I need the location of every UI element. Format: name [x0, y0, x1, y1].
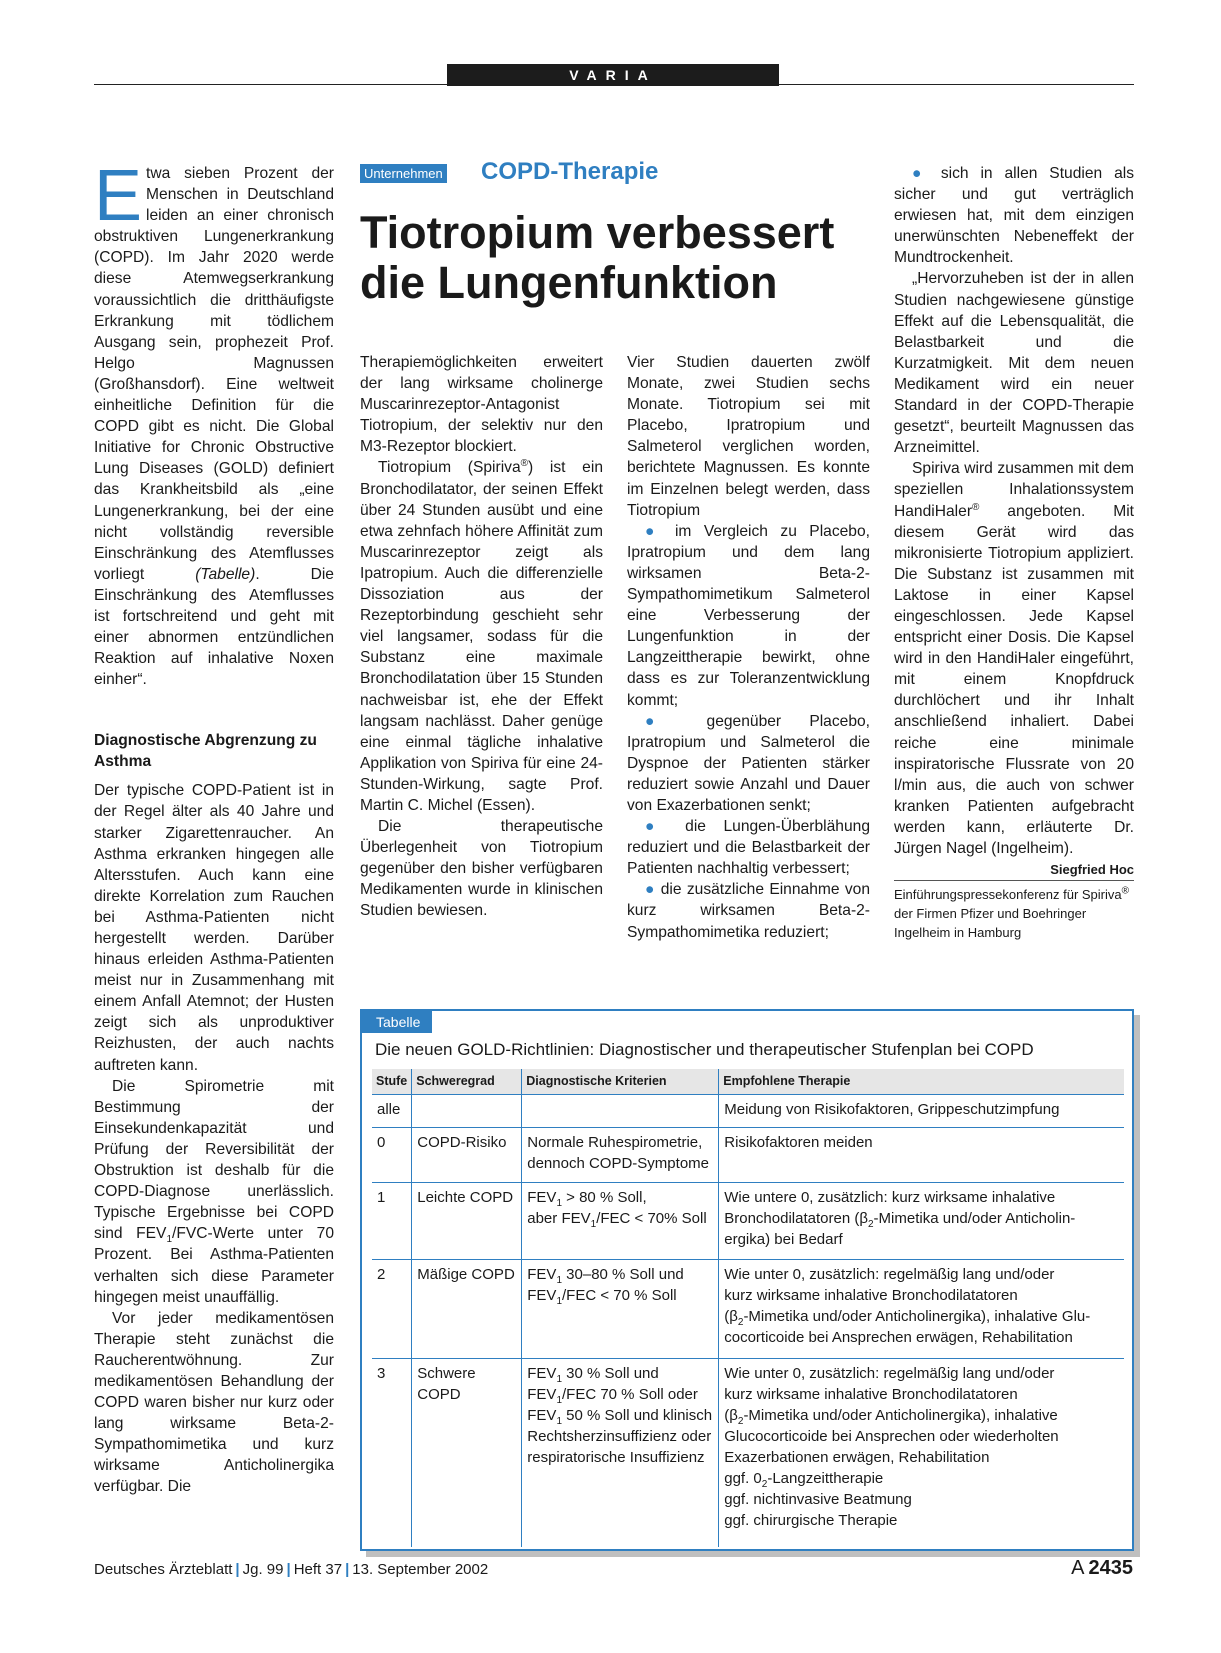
cell-therapy: Wie unter 0, zusätzlich: regelmäßig lang und/oder kurz wirksame inhalative Bronchodilatatoren ($\beta_2$-Mimetika und/oder Anticholinergika), inhalative Glu- cocorticoide bei Ansprechen erwägen, Rehabilitation — [719, 1260, 1124, 1359]
cell-stage: 1 — [372, 1183, 412, 1260]
article-column-3 — [627, 352, 870, 943]
bullet-icon: ● — [645, 818, 668, 836]
drop-cap: E — [94, 156, 143, 236]
column-header: Stufe — [372, 1069, 412, 1095]
section-header: VARIA — [447, 64, 779, 86]
cell-therapy: Risikofaktoren meiden — [719, 1128, 1124, 1183]
cell-stage: alle — [372, 1095, 412, 1128]
paragraph: Spiriva wird zusammen mit dem speziellen Inhalationssystem HandiHaler® angeboten. Mit diesem Gerät wird das mikronisierte Tiotropium appliziert. Die Substanz ist zusammen mit Laktose in einer Kapsel eingeschlossen. Jede Kapsel entspricht einer Dosis. Die Kapsel wird in den HandiHaler eingeführt, mit einem Knopfdruck durchlöchert und ihr Inhalt anschließend inhaliert. Dabei reiche eine minimale inspiratorische Flussrate von 20 l/min aus, die auch von schwer kranken Patienten aufgebracht werden kann, erläuterte Dr. Jürgen Nagel (Ingelheim). Siegfried Hoc — [894, 458, 1134, 859]
date: 13. September 2002 — [352, 1561, 489, 1578]
bullet-item: ● die Lungen-Überblähung reduziert und die Belastbarkeit der Patienten nachhaltig verbessert; — [627, 818, 870, 878]
bullet-icon: ● — [645, 522, 663, 540]
table-row — [372, 1260, 1124, 1359]
cell-stage: 0 — [372, 1128, 412, 1183]
bullet-icon: ● — [912, 165, 929, 182]
paragraph: Die Spirometrie mit Bestimmung der Einsekundenkapazität und Prüfung der Reversibilität der Obstruktion ist deshalb für die COPD-Diagnose unerlässlich. Typische Ergebnisse bei COPD sind $FEV_1/FVC$-Werte unter 70 Prozent. Bei Asthma-Patienten verhalten sich diese Parameter hingegen meist unauffällig. — [94, 1077, 334, 1306]
page-footer: Deutsches Ärzteblatt | Jg. 99 | Heft 37 | 13. September 2002 — [94, 1561, 489, 1578]
article-column-2 — [360, 352, 603, 922]
article-column-1 — [94, 156, 334, 1498]
cell-stage: 3 — [372, 1359, 412, 1548]
category-badge: Unternehmen — [360, 164, 447, 183]
column-header: Schweregrad — [412, 1069, 522, 1095]
table-row — [372, 1359, 1124, 1548]
gold-table — [360, 1009, 1134, 1551]
table-title: Die neuen GOLD-Richtlinien: Diagnostischer und therapeutischer Stufenplan bei COPD — [375, 1040, 1034, 1059]
table-header-row — [372, 1069, 1124, 1095]
staging-table — [372, 1069, 1124, 1547]
paragraph: Vor jeder medikamentösen Therapie steht zunächst die Raucherentwöhnung. Zur medikamentösen Behandlung der COPD waren bisher nur kurz oder lang wirksame Beta-2-Sympathomimetika und kurz wirksame Anticholinergika verfügbar. Die — [94, 1309, 334, 1496]
paragraph: Der typische COPD-Patient ist in der Regel älter als 40 Jahre und starker Zigarettenraucher. An Asthma erkranken hingegen alle Altersstufen. Auch kann eine direkte Korrelation zum Rauchen bei Asthma-Patienten nicht hergestellt werden. Darüber hinaus erleiden Asthma-Patienten meist nur in Zusammenhang mit einem Anfall Atemnot; der Husten zeigt sich als unproduktiver Reizhusten, der auch nachts auftreten kann. — [94, 782, 334, 1074]
cell-therapy: Meidung von Risikofaktoren, Grippeschutzimpfung — [719, 1095, 1124, 1128]
cell-criteria: $FEV_1 > 80$ % Soll, aber $FEV_1$/FEC < 70% Soll — [522, 1183, 719, 1260]
author-byline: Siegfried Hoc — [1050, 862, 1134, 878]
cell-stage: 2 — [372, 1260, 412, 1359]
issue: Heft 37 — [293, 1561, 343, 1578]
paragraph: Tiotropium (Spiriva®) ist ein Bronchodilatator, der seinen Effekt über 24 Stunden ausübt und eine etwa zehnfach höhere Affinität zum Muscarinrezeptor zeigt als Ipatropium. Auch die differenzielle Dissoziation aus der Rezeptorbindung geschieht sehr viel langsamer, sodass für die Substanz eine maximale Bronchodilatation über 15 Stunden nachweisbar ist, ehe der Effekt langsam nachlässt. Daher genüge eine einmal tägliche inhalative Applikation von Spiriva für eine 24-Stunden-Wirkung, sagte Prof. Martin C. Michel (Essen). — [360, 458, 603, 814]
topic-kicker: COPD-Therapie — [481, 158, 659, 185]
cell-criteria: Normale Ruhespirometrie, dennoch COPD-Symptome — [522, 1128, 719, 1183]
headline: Tiotropium verbessert die Lungenfunktion — [360, 207, 835, 308]
paragraph: „Hervorzuheben ist der in allen Studien nachgewiesene günstige Effekt auf die Lebensqualität, die Belastbarkeit und die Kurzatmigkeit. Mit dem neuen Medikament wird ein neuer Standard in der COPD-Therapie gesetzt“, beurteilt Magnussen das Arzneimittel. — [894, 270, 1134, 457]
bullet-icon: ● — [645, 712, 679, 730]
cell-grade: Leichte COPD — [412, 1183, 522, 1260]
journal-name: Deutsches Ärzteblatt — [94, 1561, 233, 1578]
volume: Jg. 99 — [242, 1561, 284, 1578]
bullet-item: ● die zusätzliche Einnahme von kurz wirksamen Beta-2-Sympathomimetika reduziert; — [627, 881, 870, 941]
table-row — [372, 1128, 1124, 1183]
table-label: Tabelle — [362, 1011, 432, 1033]
article-column-4 — [894, 163, 1134, 942]
paragraph: Die therapeutische Überlegenheit von Tiotropium gegenüber den bisher verfügbaren Medikamenten wurde in klinischen Studien bewiesen. — [360, 818, 603, 920]
subheading: Diagnostische Abgrenzung zu Asthma — [94, 732, 317, 771]
cell-criteria: $FEV_1$ 30 % Soll und $FEV_1$/FEC 70 % Soll oder $FEV_1$ 50 % Soll und klinisch Rechtsherzinsuffizienz oder respiratorische Insuffizienz — [522, 1359, 719, 1548]
intro-paragraph: Etwa sieben Prozent der Menschen in Deutschland leiden an einer chronisch obstruktiven Lungenerkrankung (COPD). Im Jahr 2020 werde diese Atemwegserkrankung voraussichtlich die dritthäufigste Erkrankung mit tödlichem Ausgang sein, prophezeit Prof. Helgo Magnussen (Großhansdorf). Eine weltweit einheitliche Definition für die COPD gibt es nicht. Die Global Initiative for Chronic Obstructive Lung Diseases (GOLD) definiert das Krankheitsbild als „eine Lungenerkrankung, bei der eine nicht vollständig reversible Einschränkung des Atemflusses vorliegt (Tabelle). Die Einschränkung des Atemflusses ist fortschreitend und geht mit einer abnormen entzündlichen Reaktion auf inhalative Noxen einher“. — [94, 156, 334, 689]
table-reference: (Tabelle) — [195, 565, 256, 583]
bullet-item: ● im Vergleich zu Placebo, Ipratropium und dem lang wirksamen Beta-2-Sympathomimetikum Salmeterol eine Verbesserung der Lungenfunktion in der Langzeittherapie bewirkt, ohne dass es zur Toleranzentwicklung kommt; — [627, 522, 870, 709]
column-header: Diagnostische Kriterien — [522, 1069, 719, 1095]
paragraph: Vier Studien dauerten zwölf Monate, zwei Studien sechs Monate. Tiotropium sei mit Placebo, Ipratropium und Salmeterol verglichen worden, berichtete Magnussen. Es konnte im Einzelnen belegt werden, dass Tiotropium — [627, 354, 870, 519]
cell-grade: Schwere COPD — [412, 1359, 522, 1548]
page-number: A 2435 — [1071, 1557, 1133, 1579]
column-header: Empfohlene Therapie — [719, 1069, 1124, 1095]
bullet-icon: ● — [645, 881, 656, 899]
cell-therapy: Wie unter 0, zusätzlich: regelmäßig lang und/oder kurz wirksame inhalative Bronchodilatatoren ($\beta_2$-Mimetika und/oder Anticholinergika), inhalative Glucocorticoide bei Ansprechen oder wiederholten Exazerbationen erwägen, Rehabilitation ggf. $0_2$-Langzeittherapie ggf. nichtinvasive Beatmung ggf. chirurgische Therapie — [719, 1359, 1124, 1548]
cell-grade — [412, 1095, 522, 1128]
cell-criteria: $FEV_1$ 30–80 % Soll und $FEV_1$/FEC < 70 % Soll — [522, 1260, 719, 1359]
table-row — [372, 1183, 1124, 1260]
cell-criteria — [522, 1095, 719, 1128]
source-note: Einführungspressekonferenz für Spiriva® der Firmen Pfizer und Boehringer Ingelheim in Hamburg — [894, 880, 1134, 942]
cell-therapy: Wie untere 0, zusätzlich: kurz wirksame inhalative Bronchodilatatoren ($\beta_2$-Mimetika und/oder Anticholin- ergika) bei Bedarf — [719, 1183, 1124, 1260]
cell-grade: Mäßige COPD — [412, 1260, 522, 1359]
bullet-item: ● gegenüber Placebo, Ipratropium und Salmeterol die Dyspnoe der Patienten stärker reduziert sowie Anzahl und Dauer von Exazerbationen senkt; — [627, 712, 871, 814]
cell-grade: COPD-Risiko — [412, 1128, 522, 1183]
paragraph: Therapiemöglichkeiten erweitert der lang wirksame cholinerge Muscarinrezeptor-Antagonist Tiotropium, der selektiv nur den M3-Rezeptor blockiert. — [360, 354, 603, 456]
bullet-item: ● sich in allen Studien als sicher und gut verträglich erwiesen hat, mit dem einzigen unerwünschten Nebeneffekt der Mundtrockenheit. — [894, 165, 1135, 267]
table-row — [372, 1095, 1124, 1128]
